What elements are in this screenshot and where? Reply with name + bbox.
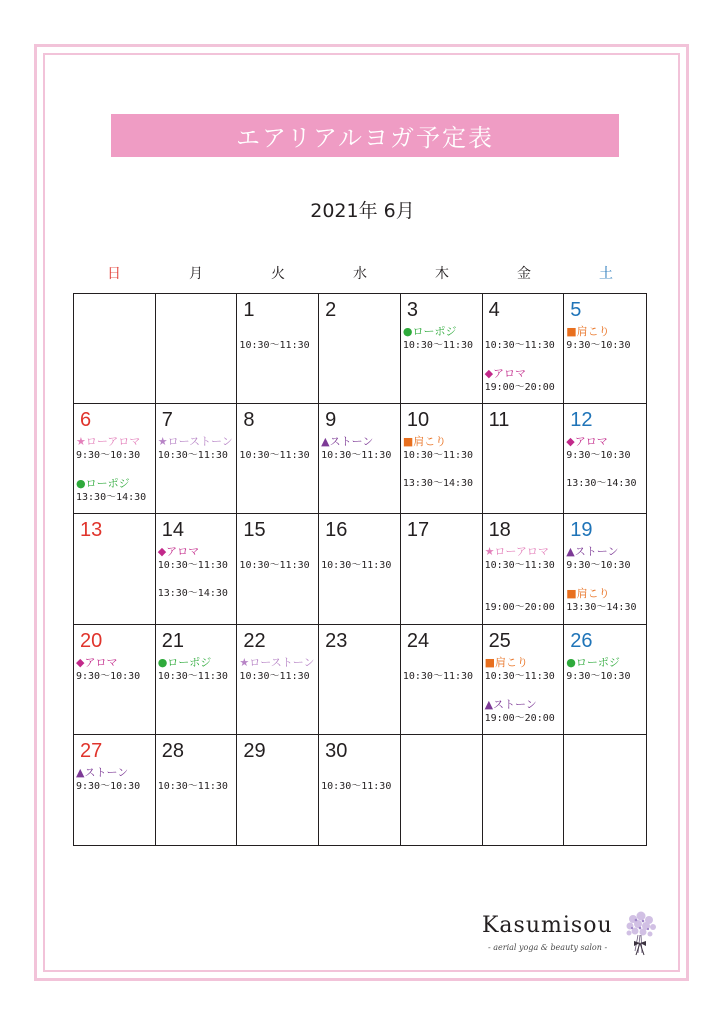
class-schedule [239, 656, 318, 684]
class-type-label: ◆アロマ [566, 435, 608, 449]
weekday-label: 月 [189, 266, 203, 282]
calendar-day-cell [564, 625, 646, 735]
day-number: 5 [570, 299, 582, 321]
flower-bouquet-icon [621, 909, 661, 961]
weekday-label: 日 [107, 266, 121, 282]
class-time: 9:30～10:30 [76, 670, 141, 682]
class-type-label: ■肩こり [566, 587, 610, 601]
calendar-day-cell [483, 404, 565, 514]
weekday-label: 水 [353, 266, 367, 282]
class-time: 10:30～11:30 [484, 560, 555, 572]
day-number: 15 [243, 519, 266, 542]
day-number: 24 [406, 629, 430, 652]
day-number: 17 [406, 519, 430, 542]
class-schedule [158, 656, 237, 684]
class-time: 13:30～14:30 [402, 478, 474, 490]
class-type-label: ■肩こり [484, 655, 528, 669]
day-number: 10 [406, 409, 430, 432]
class-schedule [485, 545, 564, 615]
class-time: 19:00～20:00 [484, 712, 555, 724]
calendar-day-cell [319, 294, 401, 404]
class-type-label: ■肩こり [566, 325, 610, 338]
day-number: 9 [325, 409, 337, 432]
logo-name: Kasumisou [482, 913, 613, 938]
weekday-label: 土 [599, 266, 613, 282]
calendar-day-cell [237, 514, 319, 624]
calendar-day-cell [74, 294, 156, 404]
class-time: 10:30～11:30 [157, 560, 228, 572]
class-type-label: ◆アロマ [76, 655, 118, 669]
class-time: 9:30～10:30 [566, 450, 631, 462]
calendar-day-cell [237, 404, 319, 514]
day-number: 2 [325, 299, 337, 321]
salon-logo [482, 913, 662, 961]
class-time: 9:30～10:30 [76, 780, 141, 792]
class-type-label: ★ローアロマ [484, 545, 549, 559]
day-number: 19 [570, 519, 593, 542]
day-number: 12 [570, 409, 593, 432]
day-number: 22 [243, 629, 266, 652]
class-time: 13:30～14:30 [76, 492, 147, 504]
calendar-day-cell [237, 625, 319, 735]
class-time: 10:30～11:30 [239, 450, 310, 462]
calendar-day-cell [319, 625, 401, 735]
class-type-label: ▲ストーン [76, 765, 129, 779]
day-number: 28 [161, 739, 184, 762]
calendar-day-cell [237, 735, 319, 845]
calendar-day-cell [564, 514, 646, 624]
class-time: 10:30～11:30 [321, 450, 392, 462]
calendar-grid [73, 293, 647, 846]
calendar-day-cell [401, 404, 483, 514]
class-type-label: ★ローストーン [239, 655, 315, 669]
class-type-label: ★ローアロマ [76, 435, 141, 449]
class-type-label: ★ローストーン [157, 435, 233, 449]
class-schedule [403, 435, 482, 491]
class-time: 10:30～11:30 [239, 560, 310, 572]
calendar-day-cell [483, 625, 565, 735]
calendar-day-cell [74, 625, 156, 735]
class-type-label: ◆アロマ [484, 367, 527, 380]
calendar-day-cell [156, 625, 238, 735]
class-type-label: ●ローポジ [76, 477, 130, 491]
calendar-day-cell [74, 404, 156, 514]
class-schedule [239, 435, 318, 463]
weekday-label: 火 [271, 266, 285, 282]
calendar-day-cell [156, 404, 238, 514]
day-number: 13 [80, 519, 103, 542]
day-number: 3 [406, 299, 418, 321]
class-time: 10:30～11:30 [321, 560, 392, 572]
class-time: 10:30～11:30 [157, 450, 228, 462]
class-type-label: ▲ストーン [321, 435, 374, 449]
day-number: 30 [325, 739, 348, 762]
class-schedule [321, 545, 400, 573]
logo-tagline: - aerial yoga & beauty salon - [488, 943, 608, 952]
month-heading: 2021年 6月 [310, 200, 415, 222]
class-schedule [76, 766, 155, 794]
calendar-day-cell [319, 735, 401, 845]
class-type-label: ◆アロマ [157, 545, 200, 559]
class-schedule [566, 545, 646, 615]
calendar-day-cell [401, 514, 483, 624]
class-time: 10:30～11:30 [484, 670, 555, 682]
class-schedule [485, 325, 564, 395]
class-time: 13:30～14:30 [566, 602, 637, 614]
class-time: 10:30～11:30 [239, 340, 310, 351]
calendar-day-cell [237, 294, 319, 404]
class-time: 10:30～11:30 [321, 780, 392, 792]
calendar-day-cell [319, 514, 401, 624]
class-time: 10:30～11:30 [157, 670, 228, 682]
calendar-day-cell [483, 294, 565, 404]
class-schedule [158, 435, 237, 463]
class-schedule [239, 325, 318, 353]
calendar-day-cell [156, 735, 238, 845]
class-type-label: ▲ストーン [484, 697, 537, 711]
class-type-label: ■肩こり [402, 435, 447, 449]
day-number: 1 [243, 299, 255, 321]
day-number: 29 [243, 739, 266, 762]
class-schedule [485, 656, 564, 726]
day-number: 21 [161, 629, 184, 652]
calendar-day-cell [74, 514, 156, 624]
class-type-label: ●ローポジ [402, 325, 457, 338]
class-time: 10:30～11:30 [157, 780, 228, 792]
day-number: 16 [325, 519, 348, 542]
class-time: 19:00～20:00 [484, 602, 555, 614]
class-schedule [566, 435, 646, 491]
class-time: 9:30～10:30 [566, 670, 631, 682]
class-schedule [403, 656, 482, 684]
class-time: 9:30～10:30 [566, 560, 631, 572]
calendar-day-cell [483, 735, 565, 845]
day-number: 20 [80, 629, 103, 652]
calendar-day-cell [74, 735, 156, 845]
day-number: 14 [161, 519, 184, 542]
class-time: 10:30～11:30 [484, 340, 555, 351]
class-schedule [76, 435, 155, 505]
class-type-label: ●ローポジ [566, 655, 620, 669]
page-title: エアリアルヨガ予定表 [111, 114, 619, 157]
class-type-label: ▲ストーン [566, 545, 619, 559]
class-time: 13:30～14:30 [566, 478, 637, 490]
class-time: 9:30～10:30 [566, 340, 631, 351]
calendar-day-cell [401, 735, 483, 845]
day-number: 23 [325, 629, 348, 652]
calendar-day-cell [319, 404, 401, 514]
class-schedule [158, 766, 237, 794]
class-schedule [239, 545, 318, 573]
class-time: 10:30～11:30 [239, 670, 310, 682]
class-schedule [566, 325, 646, 353]
class-time: 9:30～10:30 [76, 450, 141, 462]
class-schedule [76, 656, 155, 684]
day-number: 25 [488, 629, 511, 652]
class-time: 10:30～11:30 [402, 450, 474, 462]
class-time: 13:30～14:30 [157, 588, 228, 600]
class-time: 10:30～11:30 [402, 670, 474, 682]
class-schedule [403, 325, 482, 353]
day-number: 26 [570, 629, 593, 652]
day-number: 6 [80, 409, 92, 432]
class-schedule [321, 766, 400, 794]
calendar-day-cell [156, 514, 238, 624]
class-schedule [158, 545, 237, 601]
day-number: 27 [80, 739, 103, 762]
weekday-label: 金 [517, 266, 531, 282]
day-number: 7 [161, 409, 173, 432]
calendar-day-cell [564, 735, 646, 845]
day-number: 4 [488, 299, 500, 321]
day-number: 8 [243, 409, 255, 432]
calendar-day-cell [564, 294, 646, 404]
class-schedule [321, 435, 400, 463]
class-time: 19:00～20:00 [484, 382, 555, 393]
calendar-day-cell [483, 514, 565, 624]
calendar-day-cell [156, 294, 238, 404]
class-time: 10:30～11:30 [402, 340, 474, 351]
class-type-label: ●ローポジ [157, 655, 212, 669]
calendar-day-cell [401, 625, 483, 735]
weekday-label: 木 [435, 266, 449, 282]
day-number: 18 [488, 519, 511, 542]
calendar-day-cell [401, 294, 483, 404]
class-schedule [566, 656, 646, 684]
calendar-day-cell [564, 404, 646, 514]
day-number: 11 [488, 409, 510, 432]
